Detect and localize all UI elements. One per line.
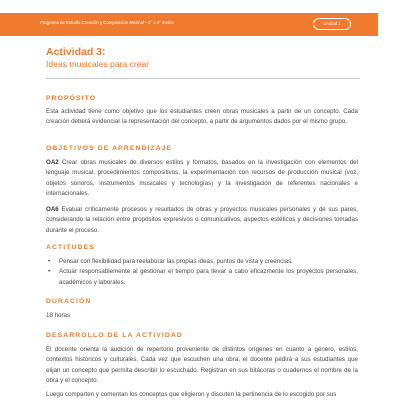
objective-code: OA2 <box>46 159 59 166</box>
duracion-heading: DURACIÓN <box>46 298 92 305</box>
objective-oa2 <box>46 158 358 200</box>
desarrollo-heading: DESARROLLO DE LA ACTIVIDAD <box>46 332 183 339</box>
actitudes-heading: ACTITUDES <box>46 244 95 251</box>
program-title: Programa de Estudio Creación y Composición Musical • 3° o 4° medio <box>40 20 174 25</box>
duracion-value: 18 horas <box>46 312 71 319</box>
activity-title: Actividad 3: <box>46 46 106 58</box>
desarrollo-paragraph-2: Luego comparten y comentan los conceptos que eligieron y discuten la pertinencia de lo escogido por sus <box>46 391 337 398</box>
bullet-icon: • <box>48 258 51 265</box>
title-divider <box>46 78 360 79</box>
desarrollo-paragraph-1: El docente orienta la audición de repertorio proveniente de distintos orígenes en cuanto a género, estilos, contextos históricos y culturales. Cada vez que escuchen una obra, el docente pedirá a sus estudiantes que elijan un concepto que permita describir lo escuchado. Registran en sus bitácoras o cuadernos el nombre de la obra y el concepto. <box>46 346 358 385</box>
objective-text: Evaluar críticamente procesos y resultados de obras y proyectos musicales personales y de sus pares, considerando la relación entre propósitos expresivos o comunicativos, aspectos estéticos y decisiones tomadas durante el proceso. <box>46 206 358 234</box>
list-item <box>46 257 358 267</box>
proposito-heading: PROPÓSITO <box>46 95 97 102</box>
activity-subtitle: Ideas musicales para crear <box>46 59 150 69</box>
actitudes-list <box>46 257 358 288</box>
list-item <box>46 267 358 288</box>
list-item-text: Actuar responsablemente al gestionar el tiempo para llevar a cabo eficazmente los proyectos personales, académicos y laborales. <box>59 268 358 286</box>
bullet-icon: • <box>48 268 51 276</box>
unit-badge: Unidad 1 <box>313 18 351 30</box>
list-item-text: Pensar con flexibilidad para reelaborar las propias ideas, puntos de vista y creencias. <box>59 258 293 265</box>
header-bar <box>0 13 378 36</box>
objective-oa6 <box>46 205 358 236</box>
objective-text: Crear obras musicales de diversos estilos y formatos, basados en la investigación con elementos del lenguaje musical, procedimientos compositivos, la experimentación con recursos de producción musical (voz, objetos sonoros, instrumentos musicales y tecnologías) y la investigación de referentes nacionales e internacionales. <box>46 159 358 198</box>
objective-code: OA6 <box>46 206 59 213</box>
objetivos-heading: OBJETIVOS DE APRENDIZAJE <box>46 145 173 152</box>
proposito-text: Esta actividad tiene como objetivo que los estudiantes creen obras musicales a partir de un concepto. Cada creación deberá evidenciar la representación del concepto, a partir de argumentos dados por el mismo grupo. <box>46 108 358 126</box>
